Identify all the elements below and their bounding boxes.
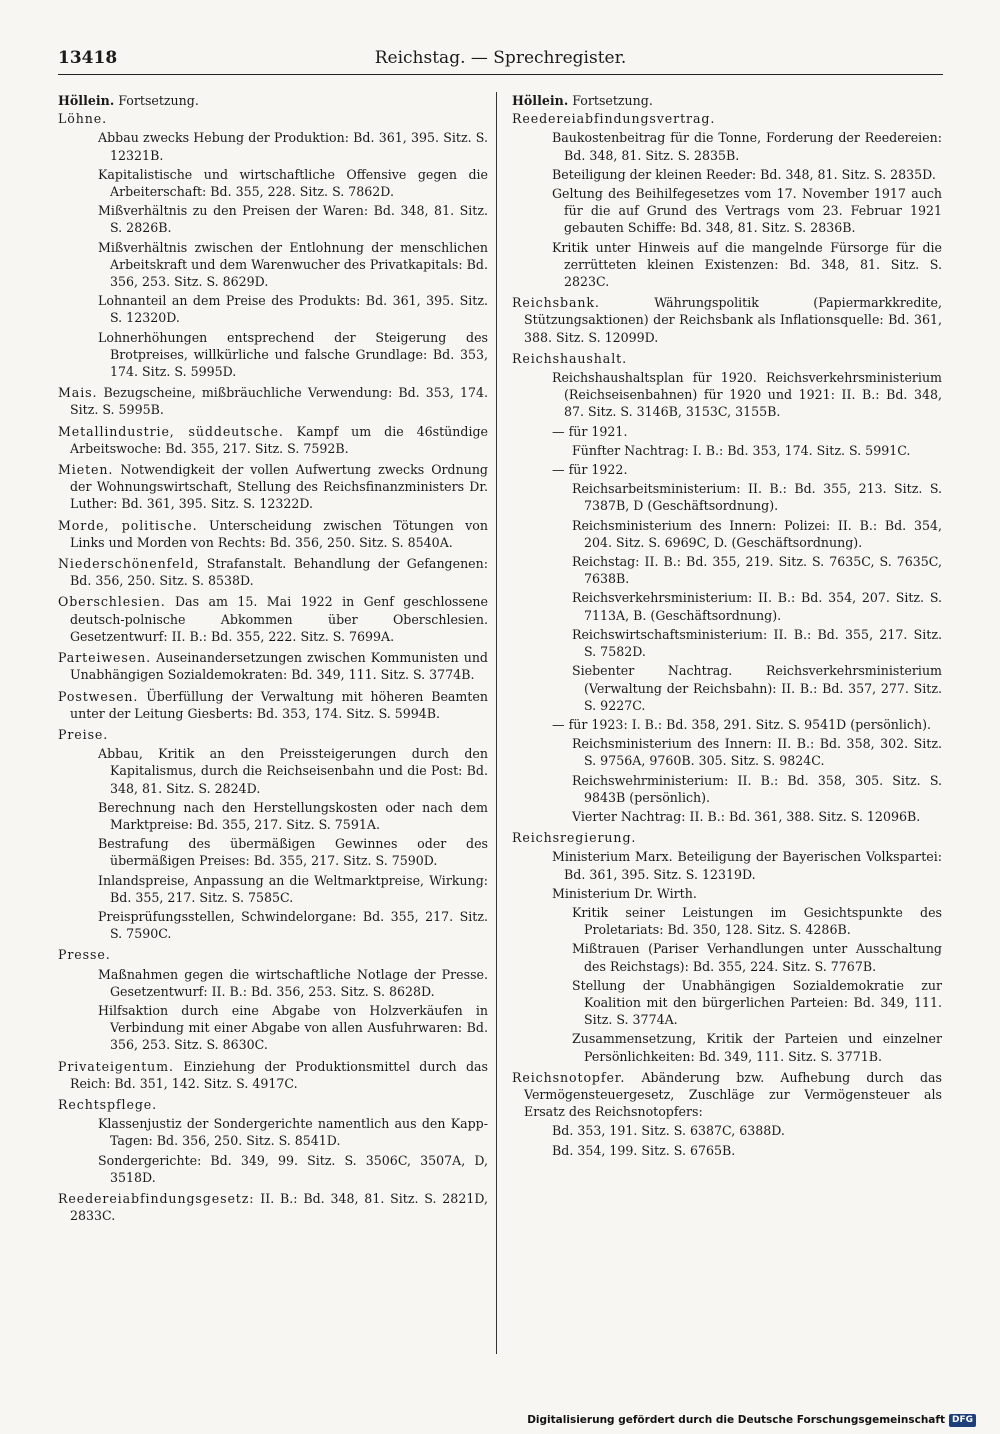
entry-subitem: Ministerium Dr. Wirth. [552, 885, 697, 901]
index-entry [58, 1096, 488, 1186]
entry-text: Einziehung der Produktionsmittel durch das Reich: Bd. 351, 142. Sitz. S. 4917C. [70, 1058, 488, 1091]
page-number: 13418 [58, 48, 118, 68]
entry-subitem: Maßnahmen gegen die wirtschaftliche Notlage der Presse. Gesetzentwurf: II. B.: Bd. 356, 253. Sitz. S. 8628D. [98, 966, 488, 999]
entry-main [58, 593, 488, 645]
entry-main [512, 829, 942, 846]
entry-term: Rechtspflege. [58, 1096, 158, 1112]
entry-term: Reichsnotopfer. [512, 1069, 626, 1085]
entry-subitem: Baukostenbeitrag für die Tonne, Forderung der Reedereien: Bd. 348, 81. Sitz. S. 2835B. [552, 130, 942, 163]
entry-term: Morde, politische. [58, 517, 198, 533]
entry-main [58, 555, 488, 589]
entry-main [58, 1058, 488, 1092]
entry-subitem: Berechnung nach den Herstellungskosten oder nach dem Marktpreise: Bd. 355, 217. Sitz. S. 7591A. [98, 799, 488, 832]
index-entry [512, 829, 942, 1065]
entry-subitem: Mißverhältnis zwischen der Entlohnung der menschlichen Arbeitskraft und dem Warenwucher des Privatkapitals: Bd. 356, 253. Sitz. S. 8629D. [98, 239, 488, 290]
entry-term: Mais. [58, 385, 98, 401]
index-entry [58, 649, 488, 683]
entry-term: Presse. [58, 947, 111, 963]
index-entry [58, 461, 488, 513]
entry-term: Oberschlesien. [58, 594, 166, 610]
entry-subitem: Reichsverkehrsministerium: II. B.: Bd. 354, 207. Sitz. S. 7113A, B. (Geschäftsordnung). [572, 590, 942, 623]
entry-subitem: Reichstag: II. B.: Bd. 355, 219. Sitz. S. 7635C, S. 7635C, 7638B. [572, 554, 942, 587]
entry-subitem: Inlandspreise, Anpassung an die Weltmarktpreise, Wirkung: Bd. 355, 217. Sitz. S. 7585C. [98, 872, 488, 905]
entry-subitem: Lohnanteil an dem Preise des Produkts: Bd. 361, 395. Sitz. S. 12320D. [98, 293, 488, 326]
entry-subitem: Kritik seiner Leistungen im Gesichtspunkte des Proletariats: Bd. 350, 128. Sitz. S. 4286B. [572, 904, 942, 938]
entry-main [58, 1190, 488, 1224]
footer-credit: Digitalisierung gefördert durch die Deutsche Forschungsgemeinschaft [527, 1414, 945, 1426]
entry-subitem: Mißtrauen (Pariser Verhandlungen unter Ausschaltung des Reichstags): Bd. 355, 224. Sitz. S. 7767B. [572, 941, 942, 974]
entry-subitem: Bd. 354, 199. Sitz. S. 6765B. [552, 1142, 736, 1158]
entry-subitem: Lohnerhöhungen entsprechend der Steigerung des Brotpreises, willkürliche und falsche Grundlage: Bd. 353, 174. Sitz. S. 5995D. [98, 329, 488, 380]
entry-subitem: Sondergerichte: Bd. 349, 99. Sitz. S. 3506C, 3507A, D, 3518D. [98, 1152, 488, 1185]
entry-term: Reichsbank. [512, 295, 600, 311]
entry-subitem: Vierter Nachtrag: II. B.: Bd. 361, 388. Sitz. S. 12096B. [572, 808, 921, 824]
entry-term: Postwesen. [58, 688, 139, 704]
entry-text: Unterscheidung zwischen Tötungen von Links und Morden von Rechts: Bd. 356, 250. Sitz. S. 8540A. [70, 517, 488, 550]
entry-subitem: — für 1923: I. B.: Bd. 358, 291. Sitz. S. 9541D (persönlich). [552, 716, 932, 732]
index-entry [512, 110, 942, 290]
entry-subitem: Kapitalistische und wirtschaftliche Offensive gegen die Arbeiterschaft: Bd. 355, 228. Sitz. S. 7862D. [98, 166, 488, 200]
entry-term: Reichsregierung. [512, 830, 637, 846]
index-entry [58, 555, 488, 589]
entry-subitem: Reichsministerium des Innern: II. B.: Bd. 358, 302. Sitz. S. 9756A, 9760B. 305. Sitz. S. 9824C. [572, 736, 942, 769]
entry-subitem: Mißverhältnis zu den Preisen der Waren: Bd. 348, 81. Sitz. S. 2826B. [98, 203, 488, 236]
entry-text: II. B.: Bd. 348, 81. Sitz. S. 2821D, 2833C. [70, 1190, 488, 1224]
entry-term: Niederschönenfeld, [58, 556, 200, 572]
entry-subitem: Abbau zwecks Hebung der Produktion: Bd. 361, 395. Sitz. S. 12321B. [98, 130, 488, 163]
entry-main [512, 294, 942, 346]
index-entry [58, 946, 488, 1053]
entry-main [58, 1096, 488, 1113]
index-entry [58, 593, 488, 645]
entry-subitem: Zusammensetzung, Kritik der Parteien und einzelner Persönlichkeiten: Bd. 349, 111. Sitz. S. 3771B. [572, 1031, 942, 1064]
entry-subitem: Klassenjustiz der Sondergerichte namentlich aus den Kapp-Tagen: Bd. 356, 250. Sitz. S. 8541D. [98, 1116, 488, 1149]
entry-subitem: — für 1922. [552, 462, 628, 478]
index-entry [58, 517, 488, 551]
column-heading [512, 92, 942, 109]
entry-main [58, 946, 488, 963]
entry-subitem: Abbau, Kritik an den Preissteigerungen durch den Kapitalismus, durch die Reichseisenbahn und die Post: Bd. 348, 81. Sitz. S. 2824D. [98, 746, 488, 796]
right-column [512, 92, 942, 1357]
continuation-label: Fortsetzung. [572, 93, 653, 108]
entry-main [512, 1069, 942, 1121]
entry-main [58, 726, 488, 743]
entry-main [512, 350, 942, 367]
entry-subitem: Preisprüfungsstellen, Schwindelorgane: Bd. 355, 217. Sitz. S. 7590C. [98, 908, 488, 942]
index-entry [58, 1058, 488, 1092]
column-heading [58, 92, 488, 109]
entry-main [58, 110, 488, 127]
entry-main [58, 649, 488, 683]
speaker-name: Höllein. [512, 93, 569, 108]
entry-main [58, 384, 488, 418]
entry-term: Privateigentum. [58, 1058, 174, 1074]
index-entry [58, 1190, 488, 1224]
entry-subitem: Reichswirtschaftsministerium: II. B.: Bd. 355, 217. Sitz. S. 7582D. [572, 626, 942, 660]
footer [527, 1412, 976, 1428]
continuation-label: Fortsetzung. [118, 93, 199, 108]
entry-term: Löhne. [58, 111, 108, 127]
entry-subitem: Siebenter Nachtrag. Reichsverkehrsministerium (Verwaltung der Reichsbahn): II. B.: Bd. 357, 277. Sitz. S. 9227C. [572, 663, 942, 713]
entry-text: Abänderung bzw. Aufhebung durch das Vermögensteuergesetz, Zuschläge zur Vermögensteuer als Ersatz des Reichsnotopfers: [524, 1069, 942, 1120]
entry-text: Bezugscheine, mißbräuchliche Verwendung: Bd. 353, 174. Sitz. S. 5995B. [70, 385, 488, 418]
index-entry [512, 350, 942, 825]
entry-subitem: Reichsministerium des Innern: Polizei: II. B.: Bd. 354, 204. Sitz. S. 6969C, D. (Geschäftsordnung). [572, 517, 942, 550]
entry-main [58, 517, 488, 551]
entry-subitem: Reichshaushaltsplan für 1920. Reichsverkehrsministerium (Reichseisenbahnen) für 1920 und 1921: II. B.: Bd. 348, 87. Sitz. S. 3146B, 3153C, 3155B. [552, 370, 942, 420]
speaker-name: Höllein. [58, 93, 115, 108]
entry-main [58, 688, 488, 722]
index-entry [512, 1069, 942, 1159]
entry-text: Strafanstalt. Behandlung der Gefangenen: Bd. 356, 250. Sitz. S. 8538D. [70, 556, 488, 589]
entry-subitem: Kritik unter Hinweis auf die mangelnde Fürsorge für die zerrütteten kleinen Existenzen: Bd. 348, 81. Sitz. S. 2823C. [552, 239, 942, 290]
entry-subitem: Bd. 353, 191. Sitz. S. 6387C, 6388D. [552, 1123, 785, 1139]
index-entry [58, 110, 488, 380]
entry-subitem: Beteiligung der kleinen Reeder: Bd. 348, 81. Sitz. S. 2835D. [552, 166, 936, 182]
entry-text: Überfüllung der Verwaltung mit höheren Beamten unter der Leitung Giesberts: Bd. 353, 174. Sitz. S. 5994B. [70, 688, 488, 721]
entry-text: Auseinandersetzungen zwischen Kommunisten und Unabhängigen Sozialdemokraten: Bd. 349, 111. Sitz. S. 3774B. [70, 650, 488, 683]
entry-text: Kampf um die 46stündige Arbeitswoche: Bd. 355, 217. Sitz. S. 7592B. [70, 423, 488, 456]
entry-term: Parteiwesen. [58, 650, 152, 666]
entry-subitem: — für 1921. [552, 423, 628, 439]
entry-main [58, 423, 488, 457]
column-divider [496, 92, 497, 1354]
entry-term: Reedereiabfindungsgesetz: [58, 1190, 255, 1206]
index-entry [58, 726, 488, 942]
entry-subitem: Stellung der Unabhängigen Sozialdemokratie zur Koalition mit den bürgerlichen Parteien: Bd. 349, 111. Sitz. S. 3774A. [572, 977, 942, 1028]
entry-subitem: Reichswehrministerium: II. B.: Bd. 358, 305. Sitz. S. 9843B (persönlich). [572, 772, 942, 805]
dfg-logo-icon: DFG [949, 1414, 976, 1427]
entry-term: Mieten. [58, 462, 114, 478]
entry-subitem: Geltung des Beihilfegesetzes vom 17. November 1917 auch für die auf Grund des Vertrags vom 23. Februar 1921 gebauten Schiffe: Bd. 348, 81. Sitz. S. 2836B. [552, 186, 942, 236]
index-entry [58, 688, 488, 722]
entry-term: Preise. [58, 726, 109, 742]
entry-text: Notwendigkeit der vollen Aufwertung zwecks Ordnung der Wohnungswirtschaft, Stellung des Reichsfinanzministers Dr. Luther: Bd. 361, 395. Sitz. S. 12322D. [70, 462, 488, 512]
index-entry [512, 294, 942, 346]
entry-term: Reichshaushalt. [512, 350, 627, 366]
entry-subitem: Bestrafung des übermäßigen Gewinnes oder des übermäßigen Preises: Bd. 355, 217. Sitz. S. 7590D. [98, 836, 488, 869]
entry-term: Reedereiabfindungsvertrag. [512, 111, 716, 127]
entry-text: Das am 15. Mai 1922 in Genf geschlossene deutsch-polnische Abkommen über Oberschlesien. Gesetzentwurf: II. B.: Bd. 355, 222. Sitz. S. 7699A. [70, 594, 488, 644]
running-title: Reichstag. — Sprechregister. [374, 48, 627, 68]
left-column [58, 92, 488, 1357]
entry-subitem: Fünfter Nachtrag: I. B.: Bd. 353, 174. Sitz. S. 5991C. [572, 442, 911, 458]
entry-subitem: Reichsarbeitsministerium: II. B.: Bd. 355, 213. Sitz. S. 7387B, D (Geschäftsordnung). [572, 481, 942, 514]
header-rule [58, 74, 943, 75]
index-entry [58, 423, 488, 457]
entry-text: Währungspolitik (Papiermarkkredite, Stützungsaktionen) der Reichsbank als Inflationsquelle: Bd. 361, 388. Sitz. S. 12099D. [524, 295, 942, 345]
entry-main [58, 461, 488, 513]
page-header [58, 46, 943, 70]
entry-term: Metallindustrie, süddeutsche. [58, 423, 284, 439]
entry-subitem: Ministerium Marx. Beteiligung der Bayerischen Volkspartei: Bd. 361, 395. Sitz. S. 12319D. [552, 849, 942, 882]
index-entry [58, 384, 488, 418]
entry-main [512, 110, 942, 127]
entry-subitem: Hilfsaktion durch eine Abgabe von Holzverkäufen in Verbindung mit einer Abgabe von allen Ausfuhrwaren: Bd. 356, 253. Sitz. S. 8630C. [98, 1002, 488, 1053]
